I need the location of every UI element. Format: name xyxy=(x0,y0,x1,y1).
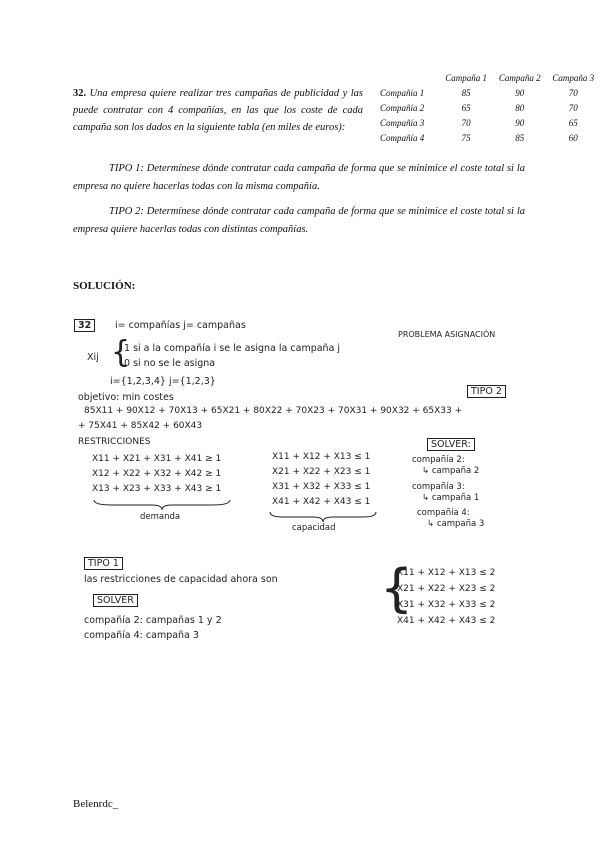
index-sets: i={1,2,3,4} j={1,2,3} xyxy=(110,376,216,387)
problem-type: PROBLEMA ASIGNACIÓN xyxy=(398,330,496,339)
tipo1-paragraph: TIPO 1: Determínese dónde contratar cada campaña de forma que se minimice el coste total si la empresa no quiere hacerlas todas con la misma compañía. xyxy=(73,163,525,192)
capacity-constraint: X31 + X32 + X33 ≤ 1 xyxy=(272,482,371,492)
x-variable: Xij xyxy=(87,352,99,363)
table-row xyxy=(380,115,600,130)
tipo1-capacity: X41 + X42 + X43 ≤ 2 xyxy=(397,616,496,626)
objective-line-2: + 75X41 + 85X42 + 60X43 xyxy=(78,421,203,431)
tipo1-box: TIPO 1 xyxy=(84,557,123,570)
solver2-line: compañía 2: campañas 1 y 2 xyxy=(84,615,222,626)
solver-line: ↳ campaña 2 xyxy=(422,466,480,476)
row-label: Compañía 4 xyxy=(380,132,425,143)
tipo2-paragraph: TIPO 2: Determínese dónde contratar cada campaña de forma que se minimice el coste total si la empresa quiere hacerlas todas con distintas compañías. xyxy=(73,206,525,235)
cell: 90 xyxy=(515,117,525,128)
capacity-constraint: X11 + X12 + X13 ≤ 1 xyxy=(272,452,371,462)
footer-author: Belenrdc_ xyxy=(73,798,119,810)
cell: 75 xyxy=(461,132,471,143)
row-label: Compañía 1 xyxy=(380,87,425,98)
solver-line: ↳ campaña 3 xyxy=(427,519,485,529)
capacity-label: capacidad xyxy=(292,523,336,533)
x-definition-0: 0 si no se le asigna xyxy=(124,358,216,369)
objective-label: objetivo: min costes xyxy=(78,392,174,403)
restrictions-title: RESTRICCIONES xyxy=(78,437,151,447)
tipo1-capacity: X31 + X32 + X33 ≤ 2 xyxy=(397,600,496,610)
table-row xyxy=(380,130,600,145)
solver-line: compañía 2: xyxy=(412,455,465,465)
cell: 70 xyxy=(568,87,578,98)
cell: 70 xyxy=(568,102,578,113)
tipo2-box: TIPO 2 xyxy=(467,385,506,398)
tipo1-capacity: X11 + X12 + X13 ≤ 2 xyxy=(397,568,496,578)
demand-underbrace xyxy=(92,498,232,512)
col-header: Campaña 3 xyxy=(552,72,595,83)
col-header: Campaña 1 xyxy=(445,72,488,83)
table-row xyxy=(380,85,600,100)
solver2-box: SOLVER xyxy=(93,594,138,607)
cell: 65 xyxy=(461,102,471,113)
demand-label: demanda xyxy=(140,512,181,522)
table-row xyxy=(380,100,600,115)
capacity-constraint: X41 + X42 + X43 ≤ 1 xyxy=(272,497,371,507)
demand-constraint: X12 + X22 + X32 + X42 ≥ 1 xyxy=(92,469,222,479)
x-definition-1: 1 si a la compañía i se le asigna la campaña j xyxy=(124,343,341,354)
solver-box: SOLVER: xyxy=(427,438,475,451)
cell: 65 xyxy=(568,117,578,128)
solver-line: compañía 4: xyxy=(417,508,470,518)
solver-line: ↳ campaña 1 xyxy=(422,493,480,503)
tipo1-capacity: X21 + X22 + X23 ≤ 2 xyxy=(397,584,496,594)
left-brace: { xyxy=(111,335,131,370)
cell: 90 xyxy=(515,87,525,98)
solver-line: compañía 3: xyxy=(412,482,465,492)
cell: 60 xyxy=(568,132,578,143)
problem-text: Una empresa quiere realizar tres campañas de publicidad y las puede contratar con 4 compañías, en las que los coste de cada campaña son los dados en la siguiente tabla (en miles de euros): xyxy=(73,88,363,133)
cost-table xyxy=(380,70,600,145)
demand-constraint: X13 + X23 + X33 + X43 ≥ 1 xyxy=(92,484,222,494)
row-label: Compañía 2 xyxy=(380,102,425,113)
objective-line-1: 85X11 + 90X12 + 70X13 + 65X21 + 80X22 + 70X23 + 70X31 + 90X32 + 65X33 + xyxy=(84,406,463,416)
tipo1-text: las restricciones de capacidad ahora son xyxy=(84,574,278,585)
exercise-number-box: 32 xyxy=(74,319,95,332)
col-header: Campaña 2 xyxy=(498,72,541,83)
cell: 85 xyxy=(461,87,471,98)
cell: 70 xyxy=(461,117,471,128)
row-label: Compañía 3 xyxy=(380,117,425,128)
tipo1-brace: { xyxy=(380,559,414,619)
index-definition: i= compañías j= campañas xyxy=(115,320,246,331)
capacity-underbrace xyxy=(268,510,378,524)
solution-title: SOLUCIÓN: xyxy=(73,280,136,292)
capacity-constraint: X21 + X22 + X23 ≤ 1 xyxy=(272,467,371,477)
cell: 85 xyxy=(515,132,525,143)
solver2-line: compañía 4: campaña 3 xyxy=(84,630,199,641)
cell: 80 xyxy=(515,102,525,113)
problem-statement xyxy=(73,85,363,136)
problem-number: 32. xyxy=(73,88,87,99)
demand-constraint: X11 + X21 + X31 + X41 ≥ 1 xyxy=(92,454,222,464)
